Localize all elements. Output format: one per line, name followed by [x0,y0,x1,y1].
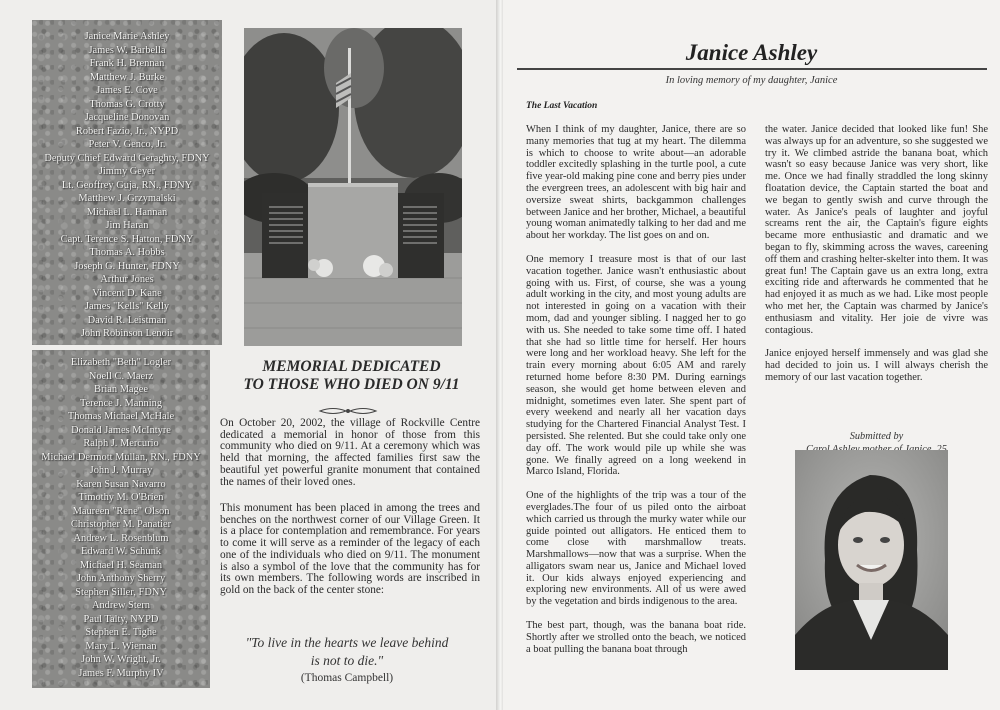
victim-name-lower-12: Maureen "Rene" Olson [72,505,170,517]
victim-name-6: Thomas G. Crotty [89,98,165,110]
victim-name-5: James E. Cove [96,85,158,96]
inscription-quote [222,634,472,670]
victim-name-lower-5: Thomas Michael McHale [67,411,175,422]
memorial-paragraph-2: This monument has been placed in among the trees and benches on the northwest corner of our Village Green. It is a place for contemplation and remembrance. For years to come it will serve as a reminder of the legacy of each one of the individuals who died on 9/11. The monument is also a symbol of the love that the community has for its own members. The following words are inscribed in gold on the back of the center stone: [220,502,480,596]
headline-line-2: TO THOSE WHO DIED ON 9/11 [243,376,460,393]
victim-name-19: Arthur Jones [100,274,154,285]
victim-name-18: Joseph G. Hunter, FDNY [74,260,180,272]
janice-portrait [795,450,948,670]
victim-name-lower-19: Andrew Stern [91,600,150,611]
headline-line-1: MEMORIAL DEDICATED [262,358,441,375]
story-paragraph-b-1: the water. Janice decided that looked like fun! She was always up for an adventure, so she suggested we try it. We climbed astride the banana boat, which wasn't so easy because Janice was very short, like me. Once we had finally straddled the long skinny floatation device, the Captain started the boat and we began to gently swish and curve through the water. As Janice's peals of laughter and joyful screams rent the air, the Captain's figure eights became more enthusiastic and dramatic and we began to fly, skimming across the waves, careening off them and crashing helter-skelter into them. It was great fun! The Captain gave us an extra long, extra exciting ride and afterwards he commented that he had enjoyed it as much as we had. Like most people who met her, the Captain was charmed by Janice's enthusiasm and vitality. Her joie de vivre was contagious. [765,124,988,336]
victim-name-lower-16: Michael H. Seaman [79,559,163,571]
victim-name-10: Deputy Chief Edward Geraghty, FDNY [44,152,210,164]
memorial-photo [244,28,462,346]
memorial-headline [224,358,479,394]
victim-name-lower-2: Noell C. Maerz [88,370,154,382]
quote-line-2: is not to die." [310,653,384,668]
victim-name-8: Robert Fazio, Jr., NYPD [75,125,179,137]
quote-line-1: "To live in the hearts we leave behind [245,635,449,650]
victim-name-lower-14: Andrew L. Rosenblum [73,532,169,544]
story-paragraph-a-1: When I think of my daughter, Janice, there are so many memories that tug at my heart. The dilemma is which to choose to write about—an adorable toddler excitedly splashing in the turtle pool, a cute five year-old making pine cone and berry pies under the evergreen trees, an adolescent with big hair and oversize sweat shirts, backgammon challenges between Janice and her brother, Michael, a beautiful young woman animatedly talking to her dad and me about her workday. The list goes on and on. [526,124,746,242]
victim-name-lower-11: Timothy M. O'Brien [78,492,164,503]
left-page [0,0,498,710]
victim-name-lower-9: John J. Murray [89,465,153,476]
victim-name-lower-4: Terence J. Manning [79,397,163,409]
title-rule [517,68,987,70]
victim-name-lower-23: John W. Wright, Jr. [81,654,161,665]
names-list-top [32,30,222,341]
victim-name-3: Frank H. Brennan [89,58,165,69]
page-title: Janice Ashley [685,40,818,65]
victim-name-lower-8: Michael Dermott Mullan, RN., FDNY [41,451,201,463]
page-subtitle: In loving memory of my daughter, Janice [665,75,838,86]
story-paragraph-a-2: One memory I treasure most is that of our last vacation together. Janice wasn't enthusiastic about going with us. First, of course, she was a young adult working in the city, and most young adults are not interested in going on a vacation with their mom, dad and younger sibling. I nagged her to go with us. She needed to take some time off. I hated that she had so little time for herself. Her hours were long and her workload heavy. She left for the train every morning about 6:05 AM and rarely returned home before 8:30 PM. During earnings season, she would get home between eleven and midnight, sometimes even later. She spent part of every weekend and nearly all her vacation days studying for the Chartered Financial Analyst Test. I persisted. She relented. But she could take only one day off. The work would pile up while she was gone. We finally agreed on a long weekend in Marco Island, Florida. [526,253,746,478]
story-paragraph-a-4: The best part, though, was the banana boat ride. Shortly after we strolled onto the beach, we noticed a boat pulling the banana boat through [526,620,746,655]
victim-name-15: Jim Haran [105,220,149,231]
granite-panel-bottom [32,350,210,688]
granite-panel-top [32,20,222,345]
victim-name-7: Jacqueline Donovan [84,112,170,123]
story-column-b [765,124,988,396]
victim-name-lower-1: Elizabeth "Beth" Logler [70,357,172,368]
victim-name-2: James W. Barbella [88,44,166,56]
memorial-paragraph-1: On October 20, 2002, the village of Rockville Centre dedicated a memorial in honor of those from this community who died on 9/11. At a ceremony which was held that morning, the affected families first saw the beautiful yet powerful granite monument that contained the names of their loved ones. [220,417,480,488]
victim-name-lower-15: Edward W. Schunk [81,546,161,557]
victim-name-1: Janice Marie Ashley [84,31,170,42]
victim-name-9: Peter V. Genco, Jr. [88,139,166,150]
victim-name-lower-22: Mary L. Wieman [85,640,157,652]
victim-name-lower-21: Stephen E. Tighe [85,627,157,638]
story-paragraph-b-2: Janice enjoyed herself immensely and was glad she had decided to join us. I will always cherish the memory of our last vacation together. [765,348,988,383]
victim-name-lower-6: Donald James McIntyre [71,424,171,436]
victim-name-lower-18: Stephen Siller, FDNY [75,586,167,598]
victim-name-lower-17: John Anthony Sherry [76,573,166,584]
victim-name-11: Jimmy Geyer [98,166,156,177]
victim-name-21: James "Kells" Kelly [84,301,170,312]
victim-name-14: Michael L. Hannan [86,206,168,218]
victim-name-lower-7: Ralph J. Mercurio [83,438,159,449]
victim-name-lower-3: Brian Magee [94,384,148,395]
victim-name-23: John Robinson Lenoir [80,328,174,339]
victim-name-4: Matthew J. Burke [89,71,165,83]
victim-name-lower-20: Paul Talty, NYPD [83,613,159,625]
ornament-divider [318,405,378,417]
story-column-a [526,124,746,667]
section-heading: The Last Vacation [526,101,598,111]
story-paragraph-a-3: One of the highlights of the trip was a tour of the everglades.The four of us piled onto the airboat which carried us through the murky water while our guide pointed out alligators. He enticed them to come close with marshmallow treats. Marshmallows—now that was a surprise. When the alligators swam near us, Janice and Michael loved it. Our kids always enjoyed experiencing and exploring new environments. All of us were awed by the vegetation and birds indigenous to the area. [526,490,746,608]
victim-name-20: Vincent D. Kane [92,287,162,299]
quote-author: (Thomas Campbell) [300,672,394,684]
victim-name-22: David R. Leistman [87,314,167,326]
victim-name-lower-10: Karen Susan Navarro [76,478,166,490]
victim-name-lower-13: Christopher M. Panatier [70,519,172,530]
victim-name-13: Matthew J. Grzymalski [78,193,176,204]
victim-name-lower-24: James F. Murphy IV [78,667,164,679]
names-list-bottom [32,356,210,680]
victim-name-12: Lt. Geoffrey Guja, RN., FDNY [61,179,193,191]
victim-name-17: Thomas A. Hobbs [89,247,165,258]
submitted-label: Submitted by [849,431,904,442]
victim-name-16: Capt. Terence S. Hatton, FDNY [60,233,194,245]
